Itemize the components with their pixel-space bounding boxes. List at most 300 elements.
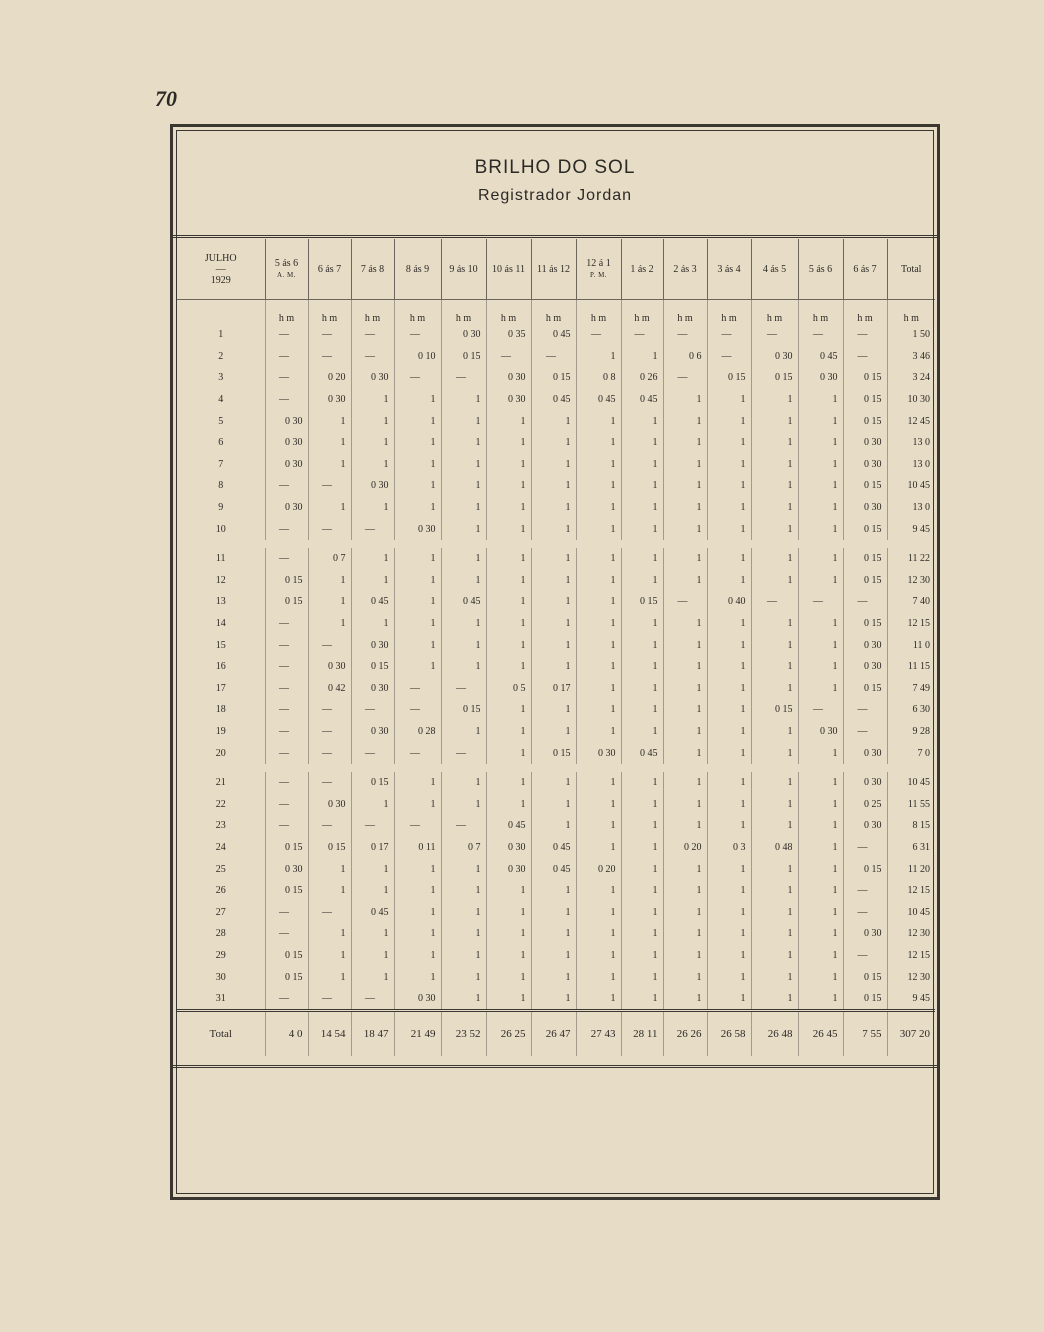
total-cell: 7 55 (843, 1011, 887, 1057)
day-cell: 20 (215, 747, 226, 759)
column-header (351, 239, 394, 300)
value-cell: 1 (621, 656, 663, 678)
value-cell: 0 30 (351, 678, 394, 700)
value-cell: 9 45 (887, 518, 935, 540)
value-cell: 1 (441, 497, 486, 519)
value-cell: 1 (308, 613, 351, 635)
value-cell: 1 (621, 815, 663, 837)
day-cell: 8 (218, 480, 224, 492)
value-cell: 0 15 (843, 678, 887, 700)
value-cell: — (843, 346, 887, 368)
value-cell: 0 42 (308, 678, 351, 700)
value-cell: — (394, 742, 441, 764)
value-cell: 1 (663, 923, 707, 945)
value-cell: — (531, 346, 576, 368)
value-cell: 1 (751, 410, 798, 432)
value-cell: 1 (576, 548, 621, 570)
value-cell: 1 (576, 656, 621, 678)
value-cell: 1 (576, 699, 621, 721)
value-cell: — (441, 678, 486, 700)
value-cell: 0 30 (394, 988, 441, 1011)
value-cell: 0 30 (351, 475, 394, 497)
total-cell: 28 11 (621, 1011, 663, 1057)
value-cell: — (843, 837, 887, 859)
value-cell: 1 (798, 570, 843, 592)
value-cell: 1 (531, 923, 576, 945)
value-cell: 0 45 (621, 389, 663, 411)
value-cell: 1 (308, 880, 351, 902)
value-cell: 1 (486, 497, 531, 519)
value-cell: 0 10 (394, 346, 441, 368)
column-header (486, 239, 531, 300)
total-cell: 26 26 (663, 1011, 707, 1057)
value-cell: 1 (531, 793, 576, 815)
value-cell: 0 17 (351, 837, 394, 859)
value-cell: — (394, 367, 441, 389)
value-cell: 1 (486, 742, 531, 764)
value-cell: 1 (394, 793, 441, 815)
value-cell: 1 (531, 815, 576, 837)
value-cell: — (265, 548, 308, 570)
value-cell: 0 45 (798, 346, 843, 368)
day-cell: 13 (215, 596, 226, 608)
value-cell: 1 (621, 966, 663, 988)
value-cell: 1 (531, 880, 576, 902)
value-cell: 0 20 (663, 837, 707, 859)
value-cell: 11 55 (887, 793, 935, 815)
value-cell: 1 (621, 699, 663, 721)
table-row (177, 966, 935, 988)
value-cell: — (265, 988, 308, 1011)
value-cell: 1 (576, 432, 621, 454)
value-cell: 1 (531, 497, 576, 519)
value-cell: — (308, 475, 351, 497)
value-cell: 0 15 (843, 570, 887, 592)
day-cell: 16 (215, 661, 226, 673)
column-header (394, 239, 441, 300)
value-cell: 12 15 (887, 613, 935, 635)
table-row (177, 945, 935, 967)
value-cell: — (308, 346, 351, 368)
unit-cell: h m (486, 300, 531, 325)
value-cell: 1 (308, 945, 351, 967)
bottom-rule (173, 1065, 937, 1068)
value-cell: 1 (707, 656, 751, 678)
column-header-label: 4 ás 5 (762, 263, 787, 275)
table-row (177, 699, 935, 721)
value-cell: 1 (621, 548, 663, 570)
unit-cell: h m (351, 300, 394, 325)
value-cell: 1 (308, 570, 351, 592)
value-cell: — (265, 678, 308, 700)
table-frame (170, 124, 940, 1200)
value-cell: 0 30 (308, 389, 351, 411)
value-cell: 1 (621, 497, 663, 519)
unit-cell-empty (177, 300, 265, 325)
value-cell: 1 (576, 570, 621, 592)
table-row (177, 591, 935, 613)
value-cell: 1 (751, 432, 798, 454)
value-cell: 1 (663, 634, 707, 656)
table-row (177, 721, 935, 743)
value-cell: — (621, 324, 663, 346)
value-cell: 0 26 (621, 367, 663, 389)
value-cell: 0 45 (621, 742, 663, 764)
value-cell: 1 (707, 432, 751, 454)
column-header (798, 239, 843, 300)
value-cell: 1 (351, 923, 394, 945)
column-header-label: 11 ás 12 (537, 263, 570, 275)
value-cell: 1 (394, 634, 441, 656)
value-cell: 1 (486, 591, 531, 613)
value-cell: 1 (394, 497, 441, 519)
value-cell: — (751, 324, 798, 346)
table-row (177, 742, 935, 764)
value-cell: 1 (308, 923, 351, 945)
value-cell: 1 (751, 793, 798, 815)
value-cell: 11 0 (887, 634, 935, 656)
value-cell: 1 (486, 966, 531, 988)
value-cell: 9 28 (887, 721, 935, 743)
value-cell: 1 (663, 678, 707, 700)
value-cell: — (265, 815, 308, 837)
value-cell: 13 0 (887, 497, 935, 519)
value-cell: 1 (707, 988, 751, 1011)
value-cell: 0 30 (798, 367, 843, 389)
day-cell: 28 (215, 928, 226, 940)
value-cell: 1 (798, 966, 843, 988)
value-cell: 1 (531, 901, 576, 923)
value-cell: 0 15 (843, 410, 887, 432)
value-cell: — (265, 793, 308, 815)
value-cell: — (707, 324, 751, 346)
value-cell: 1 (798, 548, 843, 570)
value-cell: 1 (394, 432, 441, 454)
value-cell: 1 (798, 837, 843, 859)
table-row (177, 432, 935, 454)
value-cell: 0 15 (441, 699, 486, 721)
value-cell: 1 (707, 793, 751, 815)
value-cell: 1 (351, 432, 394, 454)
value-cell: 1 (531, 634, 576, 656)
value-cell: 1 (663, 497, 707, 519)
table-row (177, 634, 935, 656)
value-cell: 1 (351, 793, 394, 815)
value-cell: 9 45 (887, 988, 935, 1011)
value-cell: — (663, 324, 707, 346)
value-cell: 1 (394, 945, 441, 967)
unit-row (177, 300, 935, 325)
column-header-label: 1 ás 2 (630, 263, 654, 275)
total-cell: 21 49 (394, 1011, 441, 1057)
value-cell: 1 (486, 772, 531, 794)
value-cell: 1 (351, 613, 394, 635)
value-cell: 1 (486, 880, 531, 902)
value-cell: 1 (441, 432, 486, 454)
value-cell: 1 (663, 454, 707, 476)
value-cell: 1 (576, 837, 621, 859)
unit-cell: h m (308, 300, 351, 325)
value-cell: 1 (621, 988, 663, 1011)
value-cell: 12 30 (887, 923, 935, 945)
value-cell: 0 45 (441, 591, 486, 613)
value-cell: 1 (351, 945, 394, 967)
value-cell: 0 15 (265, 945, 308, 967)
total-cell: 23 52 (441, 1011, 486, 1057)
value-cell: 0 17 (531, 678, 576, 700)
table-header-box (173, 127, 937, 238)
value-cell: 0 30 (486, 858, 531, 880)
value-cell: 1 (486, 656, 531, 678)
unit-cell: h m (887, 300, 935, 325)
day-cell: 3 (218, 372, 224, 384)
value-cell: 0 30 (486, 837, 531, 859)
unit-cell: h m (576, 300, 621, 325)
value-cell: 1 (751, 678, 798, 700)
value-cell: — (265, 518, 308, 540)
value-cell: 10 45 (887, 475, 935, 497)
value-cell: 1 (441, 772, 486, 794)
value-cell: 0 15 (265, 966, 308, 988)
value-cell: 1 (576, 721, 621, 743)
value-cell: 1 (707, 475, 751, 497)
value-cell: 1 (751, 656, 798, 678)
value-cell: 1 (621, 772, 663, 794)
value-cell: 1 (531, 613, 576, 635)
value-cell: 12 45 (887, 410, 935, 432)
total-label: Total (177, 1011, 265, 1057)
table-row (177, 678, 935, 700)
value-cell: 1 (621, 570, 663, 592)
value-cell: — (351, 346, 394, 368)
value-cell: 1 (707, 570, 751, 592)
value-cell: — (441, 815, 486, 837)
value-cell: 0 48 (751, 837, 798, 859)
value-cell: 1 (486, 634, 531, 656)
month-dash: — (215, 263, 226, 275)
value-cell: — (798, 699, 843, 721)
value-cell: 0 15 (843, 988, 887, 1011)
value-cell: 0 30 (751, 346, 798, 368)
column-header (887, 239, 935, 300)
value-cell: 1 (576, 497, 621, 519)
value-cell: 1 (308, 858, 351, 880)
value-cell: 0 30 (843, 497, 887, 519)
value-cell: 0 30 (265, 497, 308, 519)
column-header (531, 239, 576, 300)
total-cell: 4 0 (265, 1011, 308, 1057)
value-cell: 1 (707, 945, 751, 967)
value-cell: 1 (441, 966, 486, 988)
value-cell: — (351, 742, 394, 764)
value-cell: 0 30 (308, 793, 351, 815)
value-cell: — (308, 634, 351, 656)
value-cell: 1 (798, 923, 843, 945)
value-cell: 13 0 (887, 454, 935, 476)
value-cell: 0 30 (843, 923, 887, 945)
value-cell: 1 (486, 721, 531, 743)
value-cell: 1 (621, 454, 663, 476)
value-cell: 1 (394, 880, 441, 902)
value-cell: 1 (394, 923, 441, 945)
value-cell: 0 15 (843, 966, 887, 988)
unit-cell: h m (798, 300, 843, 325)
value-cell: — (308, 721, 351, 743)
value-cell: 0 45 (351, 591, 394, 613)
row-gap (177, 540, 935, 548)
value-cell: 1 50 (887, 324, 935, 346)
unit-cell: h m (621, 300, 663, 325)
day-cell: 23 (215, 820, 226, 832)
day-cell: 2 (218, 350, 224, 362)
day-cell: 22 (215, 798, 226, 810)
table-row (177, 837, 935, 859)
value-cell: — (798, 591, 843, 613)
value-cell: 1 (441, 410, 486, 432)
column-header-label: 2 ás 3 (673, 263, 697, 275)
value-cell: 1 (751, 742, 798, 764)
value-cell: — (843, 324, 887, 346)
value-cell: — (308, 699, 351, 721)
table-row (177, 988, 935, 1011)
column-header-label: 8 ás 9 (405, 263, 430, 275)
value-cell: 1 (486, 901, 531, 923)
total-row (177, 1011, 935, 1057)
value-cell: 1 (441, 721, 486, 743)
value-cell: 0 15 (265, 591, 308, 613)
value-cell: 1 (707, 613, 751, 635)
day-cell: 21 (215, 777, 226, 789)
value-cell: 0 20 (576, 858, 621, 880)
value-cell: 0 15 (843, 389, 887, 411)
value-cell: 1 (798, 945, 843, 967)
value-cell: 1 (751, 772, 798, 794)
value-cell: 1 (576, 880, 621, 902)
value-cell: 1 (531, 475, 576, 497)
value-cell: 10 45 (887, 901, 935, 923)
value-cell: — (798, 324, 843, 346)
value-cell: 0 5 (486, 678, 531, 700)
day-cell: 27 (215, 906, 226, 918)
value-cell: 1 (351, 966, 394, 988)
value-cell: 1 (663, 858, 707, 880)
value-cell: — (351, 699, 394, 721)
value-cell: 1 (798, 901, 843, 923)
value-cell: 1 (798, 613, 843, 635)
value-cell: 1 (751, 945, 798, 967)
column-header-sub: P. M. (589, 271, 608, 279)
value-cell: 1 (441, 634, 486, 656)
table-row (177, 346, 935, 368)
table-row (177, 454, 935, 476)
value-cell: — (265, 346, 308, 368)
value-cell: 1 (531, 570, 576, 592)
column-header-label: 5 ás 6 (808, 263, 833, 275)
table-row (177, 389, 935, 411)
value-cell: 1 (663, 570, 707, 592)
value-cell: 1 (531, 410, 576, 432)
table-body (177, 300, 935, 1057)
value-cell: 8 15 (887, 815, 935, 837)
value-cell: 1 (308, 497, 351, 519)
value-cell: 0 30 (308, 656, 351, 678)
day-cell: 15 (215, 639, 226, 651)
column-header-label: 7 ás 8 (360, 263, 385, 275)
value-cell: 1 (394, 548, 441, 570)
value-cell: 11 22 (887, 548, 935, 570)
value-cell: 1 (798, 858, 843, 880)
value-cell: 3 46 (887, 346, 935, 368)
value-cell: 1 (707, 389, 751, 411)
value-cell: 0 15 (843, 613, 887, 635)
day-cell: 26 (215, 885, 226, 897)
value-cell: — (308, 742, 351, 764)
value-cell: 1 (621, 901, 663, 923)
value-cell: 1 (621, 432, 663, 454)
day-cell: 25 (215, 863, 226, 875)
value-cell: 1 (707, 923, 751, 945)
value-cell: 1 (394, 454, 441, 476)
value-cell: 0 30 (265, 432, 308, 454)
day-cell: 24 (215, 841, 226, 853)
column-header-label: 12 á 1 (586, 258, 611, 269)
value-cell: — (441, 742, 486, 764)
value-cell: 1 (394, 475, 441, 497)
value-cell: 1 (351, 570, 394, 592)
value-cell: 0 30 (843, 634, 887, 656)
value-cell: 0 6 (663, 346, 707, 368)
table-row (177, 880, 935, 902)
value-cell: 10 30 (887, 389, 935, 411)
value-cell: — (265, 699, 308, 721)
value-cell: — (351, 324, 394, 346)
value-cell: 1 (707, 966, 751, 988)
value-cell: 1 (707, 518, 751, 540)
value-cell: 1 (351, 389, 394, 411)
column-header-label: 5 ás 6 (274, 258, 299, 269)
column-header (621, 239, 663, 300)
value-cell: 1 (621, 475, 663, 497)
value-cell: 1 (441, 570, 486, 592)
day-cell: 30 (215, 971, 226, 983)
value-cell: 1 (441, 945, 486, 967)
column-header (308, 239, 351, 300)
value-cell: 1 (531, 699, 576, 721)
value-cell: 1 (441, 656, 486, 678)
value-cell: 1 (441, 613, 486, 635)
value-cell: 1 (663, 613, 707, 635)
value-cell: 0 28 (394, 721, 441, 743)
value-cell: 1 (751, 966, 798, 988)
value-cell: 1 (707, 815, 751, 837)
value-cell: 10 45 (887, 772, 935, 794)
value-cell: 1 (663, 432, 707, 454)
value-cell: — (843, 591, 887, 613)
value-cell: 1 (663, 721, 707, 743)
value-cell: 0 45 (531, 324, 576, 346)
value-cell: 1 (531, 945, 576, 967)
value-cell: 12 30 (887, 966, 935, 988)
value-cell: 1 (707, 772, 751, 794)
value-cell: 1 (798, 475, 843, 497)
value-cell: 1 (531, 721, 576, 743)
value-cell: 1 (486, 454, 531, 476)
value-cell: 0 45 (531, 389, 576, 411)
value-cell: 1 (486, 945, 531, 967)
value-cell: — (663, 591, 707, 613)
value-cell: 0 45 (531, 858, 576, 880)
value-cell: 1 (531, 772, 576, 794)
